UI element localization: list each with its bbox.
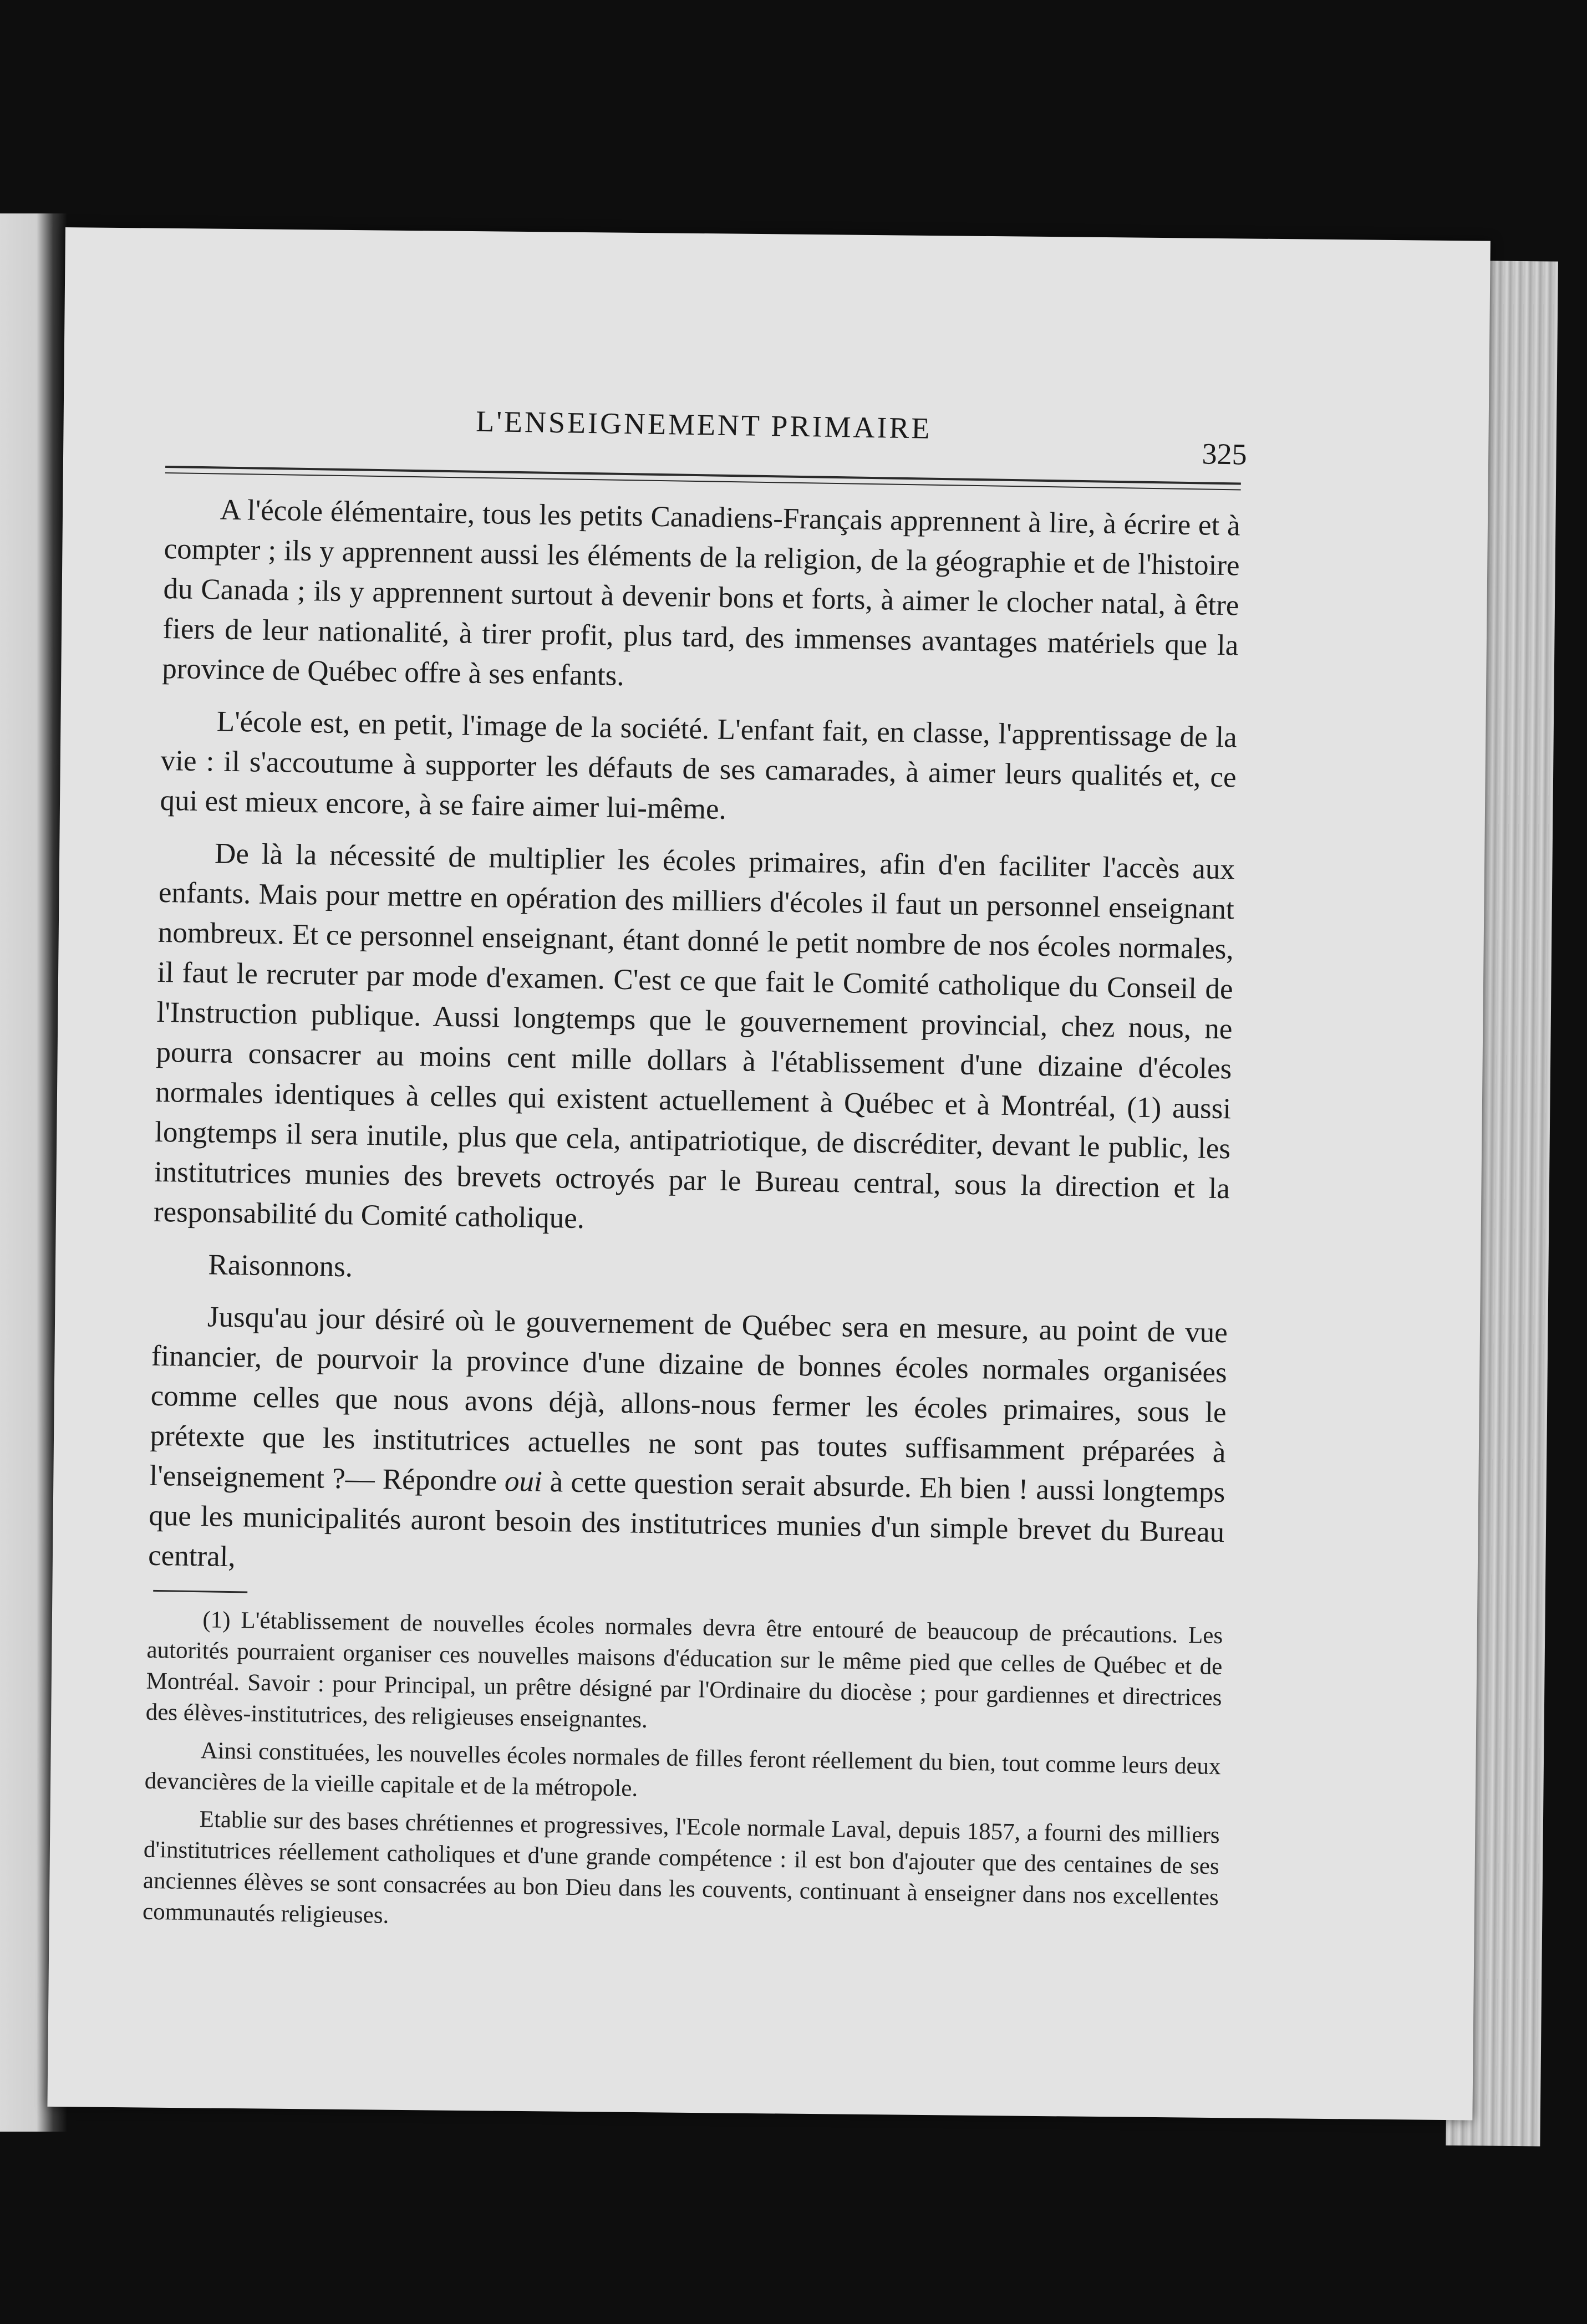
paragraph-2: L'école est, en petit, l'image de la société. L'enfant fait, en classe, l'apprentissage de la vie : il s'accoutume à supporter les défauts de ses camarades, à aimer leurs qualités et, ce qui est mieux encore, à se faire aimer lui-même. bbox=[160, 705, 1238, 825]
running-title: L'ENSEIGNEMENT PRIMAIRE bbox=[475, 404, 932, 445]
paragraph-5-italic-oui: oui bbox=[504, 1465, 543, 1498]
footnote-3: Etablie sur des bases chrétiennes et progressives, l'Ecole normale Laval, depuis 1857, a fourni des milliers d'institutrices réellement catholiques et d'une grande compétence : il est bon d'ajouter que des centaines de ses anciennes élèves se sont consacrées au bon Dieu dans les couvents, continuant à enseigner dans nos excellentes communautés religieuses. bbox=[142, 1806, 1220, 1929]
paragraph-5-part-2: à cette question serait absurde. Eh bien ! aussi longtemps que les municipalités auront besoin des institutrices munies d'un simple brevet du Bureau central, bbox=[147, 1465, 1225, 1573]
header-rule bbox=[165, 466, 1241, 490]
page-content bbox=[142, 399, 1248, 1951]
paragraph-5-part-1: Jusqu'au jour désiré où le gouvernement de Québec sera en mesure, au point de vue financier, de pourvoir la province d'une dizaine de bonnes écoles normales organisées comme celles que nous avons déjà, allons-nous fermer les écoles primaires, sous le prétexte que les institutrices actuelles ne sont pas toutes suffisamment préparées à l'enseignement ?— Répondre bbox=[149, 1301, 1228, 1497]
footnote-1: (1) L'établissement de nouvelles écoles normales devra être entouré de beaucoup de précautions. Les autorités pourraient organiser ces nouvelles maisons d'éducation sur le même pied que celles de Québec et de Montréal. Savoir : pour Principal, un prêtre désigné par l'Ordinaire du diocèse ; pour gardiennes et directrices des élèves-institutrices, des religieuses enseignantes. bbox=[145, 1607, 1223, 1733]
paragraph-3: De là la nécessité de multiplier les écoles primaires, afin d'en faciliter l'accès aux enfants. Mais pour mettre en opération des milliers d'écoles il faut un personnel enseignant nombreux. Et ce personnel enseignant, étant donné le petit nombre de nos écoles normales, il faut le recruter par mode d'examen. C'est ce que fait le Comité catholique du Conseil de l'Instruction publique. Aussi longtemps que le gouvernement provincial, chez nous, ne pourra consacrer au moins cent mille dollars à l'établissement d'une dizaine d'écoles normales identiques à celles qui existent actuellement à Québec et à Montréal, (1) aussi longtemps il sera inutile, plus que cela, antipatriotique, de discréditer, devant le public, les institutrices munies des brevets octroyés par le Bureau central, sous la direction et la responsabilité du Comité catholique. bbox=[153, 837, 1235, 1235]
footnote-2: Ainsi constituées, les nouvelles écoles normales de filles feront réellement du bien, tout comme leurs deux devancières de la vieille capitale et de la métropole. bbox=[144, 1737, 1221, 1802]
page-number: 325 bbox=[1202, 437, 1248, 471]
paragraph-4: Raisonnons. bbox=[208, 1248, 353, 1283]
paragraph-5 bbox=[148, 1296, 1228, 1592]
paragraph-1: A l'école élémentaire, tous les petits Canadiens-Français apprennent à lire, à écrire et à compter ; ils y apprennent aussi les éléments de la religion, de la géographie et de l'histoire du Canada ; ils y apprennent surtout à devenir bons et forts, à aimer le clocher natal, à être fiers de leur nationalité, à tirer profit, plus tard, des immenses avantages matériels que la province de Québec offre à ses enfants. bbox=[161, 493, 1241, 692]
footnote-rule bbox=[153, 1590, 247, 1593]
